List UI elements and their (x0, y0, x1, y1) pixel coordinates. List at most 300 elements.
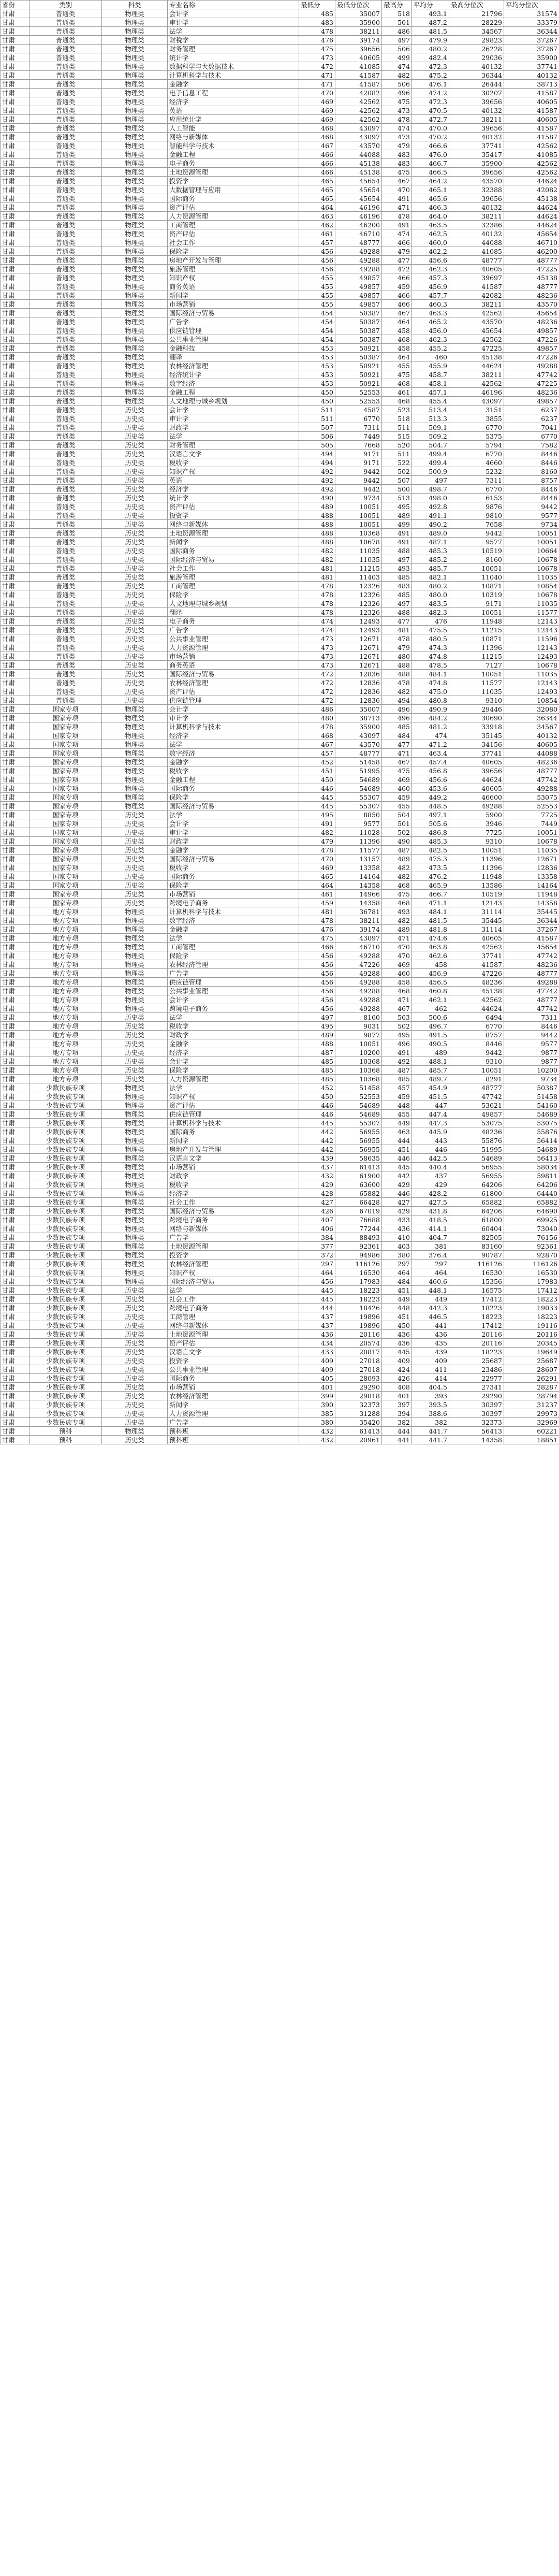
cell-subject: 物理类 (102, 1004, 168, 1013)
cell-min-score: 481 (299, 573, 335, 582)
cell-min-score: 453 (299, 344, 335, 353)
table-row (1, 626, 559, 634)
cell-min-score: 453 (299, 379, 335, 388)
cell-min-rank: 52553 (335, 397, 382, 406)
cell-category: 少数民族专项 (30, 1260, 102, 1268)
table-row (1, 370, 559, 379)
cell-max-score: 468 (382, 397, 412, 406)
cell-max-rank: 49857 (449, 1110, 504, 1119)
cell-avg-rank: 54160 (504, 1101, 559, 1110)
cell-subject: 物理类 (102, 1277, 168, 1286)
cell-category: 普通类 (30, 62, 102, 71)
cell-major: 资产评估 (168, 1339, 299, 1348)
cell-min-rank: 20817 (335, 1348, 382, 1356)
cell-major: 财政学 (168, 837, 299, 846)
cell-avg-rank: 40132 (504, 71, 559, 80)
cell-avg-score: 451.5 (412, 1092, 449, 1101)
cell-avg-score: 475.0 (412, 687, 449, 696)
cell-max-rank: 48236 (449, 978, 504, 987)
cell-major: 市场营销 (168, 1383, 299, 1392)
cell-province: 甘肃 (1, 1242, 30, 1251)
cell-subject: 物理类 (102, 784, 168, 793)
cell-subject: 物理类 (102, 1163, 168, 1171)
cell-min-rank: 12836 (335, 687, 382, 696)
cell-subject: 历史类 (102, 590, 168, 599)
table-row (1, 555, 559, 564)
cell-min-rank: 50387 (335, 317, 382, 326)
cell-category: 地方专项 (30, 1048, 102, 1057)
cell-subject: 物理类 (102, 943, 168, 951)
cell-major: 市场营销 (168, 890, 299, 899)
cell-category: 普通类 (30, 661, 102, 670)
table-row (1, 582, 559, 590)
table-row (1, 361, 559, 370)
cell-major: 金融学 (168, 1039, 299, 1048)
cell-avg-rank: 18223 (504, 1312, 559, 1321)
cell-avg-score: 429 (412, 1180, 449, 1189)
cell-avg-score: 491.5 (412, 1031, 449, 1039)
cell-avg-score: 445.9 (412, 1127, 449, 1136)
table-row (1, 775, 559, 784)
cell-province: 甘肃 (1, 53, 30, 62)
cell-category: 地方专项 (30, 907, 102, 916)
cell-subject: 物理类 (102, 1233, 168, 1242)
cell-major: 税收学 (168, 458, 299, 467)
cell-avg-rank: 49857 (504, 326, 559, 335)
cell-min-rank: 10200 (335, 1048, 382, 1057)
cell-max-rank: 60404 (449, 1224, 504, 1233)
cell-province: 甘肃 (1, 432, 30, 441)
cell-max-score: 429 (382, 1180, 412, 1189)
cell-subject: 物理类 (102, 177, 168, 185)
cell-province: 甘肃 (1, 749, 30, 758)
cell-province: 甘肃 (1, 828, 30, 837)
cell-province: 甘肃 (1, 511, 30, 520)
table-row (1, 229, 559, 238)
table-row (1, 150, 559, 159)
cell-max-score: 493 (382, 564, 412, 573)
cell-category: 地方专项 (30, 1075, 102, 1083)
cell-province: 甘肃 (1, 1004, 30, 1013)
cell-min-rank: 18223 (335, 1295, 382, 1304)
table-row (1, 1427, 559, 1436)
cell-avg-score: 455.4 (412, 397, 449, 406)
table-row (1, 168, 559, 177)
cell-avg-rank: 16530 (504, 1268, 559, 1277)
table-row (1, 696, 559, 705)
cell-avg-rank: 42562 (504, 159, 559, 168)
cell-province: 甘肃 (1, 1304, 30, 1312)
cell-category: 国家专项 (30, 766, 102, 775)
cell-subject: 历史类 (102, 1075, 168, 1083)
cell-category: 地方专项 (30, 969, 102, 978)
cell-min-score: 483 (299, 18, 335, 27)
table-row (1, 53, 559, 62)
cell-category: 普通类 (30, 450, 102, 458)
cell-subject: 物理类 (102, 1198, 168, 1207)
cell-max-score: 488 (382, 546, 412, 555)
cell-min-score: 479 (299, 837, 335, 846)
cell-max-rank: 42082 (449, 291, 504, 300)
cell-avg-rank: 45138 (504, 273, 559, 282)
cell-avg-rank: 44088 (504, 749, 559, 758)
cell-min-rank: 54689 (335, 1110, 382, 1119)
table-row (1, 837, 559, 846)
cell-province: 甘肃 (1, 1092, 30, 1101)
cell-min-score: 474 (299, 617, 335, 626)
cell-min-score: 506 (299, 432, 335, 441)
cell-min-rank: 51458 (335, 1083, 382, 1092)
cell-max-rank: 40605 (449, 934, 504, 943)
cell-category: 普通类 (30, 608, 102, 617)
cell-avg-rank: 37741 (504, 62, 559, 71)
cell-min-rank: 28093 (335, 1374, 382, 1383)
cell-avg-rank: 47742 (504, 951, 559, 960)
table-row (1, 943, 559, 951)
cell-major: 投资学 (168, 1356, 299, 1365)
cell-min-score: 433 (299, 1348, 335, 1356)
cell-category: 少数民族专项 (30, 1348, 102, 1356)
cell-province: 甘肃 (1, 159, 30, 168)
cell-avg-score: 431.8 (412, 1207, 449, 1215)
cell-avg-score: 480.2 (412, 45, 449, 53)
cell-min-rank: 40605 (335, 53, 382, 62)
cell-subject: 物理类 (102, 1260, 168, 1268)
cell-min-rank: 12836 (335, 670, 382, 678)
cell-min-score: 494 (299, 450, 335, 458)
cell-max-rank: 46196 (449, 388, 504, 397)
cell-max-rank: 35417 (449, 150, 504, 159)
cell-subject: 历史类 (102, 881, 168, 890)
cell-min-score: 442 (299, 1136, 335, 1145)
cell-category: 少数民族专项 (30, 1418, 102, 1427)
cell-max-score: 445 (382, 1163, 412, 1171)
cell-category: 地方专项 (30, 934, 102, 943)
cell-min-rank: 49288 (335, 995, 382, 1004)
cell-avg-rank: 45138 (504, 194, 559, 203)
cell-min-score: 377 (299, 1242, 335, 1251)
cell-subject: 物理类 (102, 370, 168, 379)
cell-avg-rank: 17983 (504, 1277, 559, 1286)
cell-avg-rank: 11035 (504, 846, 559, 855)
cell-min-score: 507 (299, 423, 335, 432)
cell-category: 普通类 (30, 229, 102, 238)
cell-major: 财政学 (168, 1171, 299, 1180)
cell-min-rank: 39174 (335, 36, 382, 45)
cell-avg-rank: 48236 (504, 758, 559, 766)
cell-max-rank: 34156 (449, 740, 504, 749)
cell-category: 普通类 (30, 485, 102, 494)
cell-max-rank: 47225 (449, 344, 504, 353)
cell-max-rank: 5900 (449, 811, 504, 819)
cell-max-rank: 18223 (449, 1304, 504, 1312)
cell-max-rank: 64206 (449, 1180, 504, 1189)
cell-avg-rank: 48236 (504, 388, 559, 397)
cell-category: 少数民族专项 (30, 1171, 102, 1180)
cell-subject: 物理类 (102, 705, 168, 714)
cell-min-rank: 10051 (335, 520, 382, 529)
cell-max-rank: 41587 (449, 282, 504, 291)
table-row (1, 564, 559, 573)
cell-major: 市场营销 (168, 300, 299, 309)
cell-avg-score: 441.7 (412, 1436, 449, 1444)
cell-major: 国际商务 (168, 784, 299, 793)
cell-province: 甘肃 (1, 27, 30, 36)
cell-max-rank: 7127 (449, 661, 504, 670)
cell-category: 国家专项 (30, 705, 102, 714)
cell-avg-score: 463.4 (412, 749, 449, 758)
cell-subject: 历史类 (102, 502, 168, 511)
cell-province: 甘肃 (1, 766, 30, 775)
cell-subject: 物理类 (102, 168, 168, 177)
cell-avg-rank: 49857 (504, 344, 559, 353)
cell-max-rank: 39697 (449, 273, 504, 282)
cell-avg-rank: 11596 (504, 634, 559, 643)
cell-avg-rank: 64440 (504, 1189, 559, 1198)
cell-avg-score: 474 (412, 731, 449, 740)
cell-province: 甘肃 (1, 1427, 30, 1436)
cell-category: 地方专项 (30, 978, 102, 987)
cell-min-rank: 50921 (335, 344, 382, 353)
table-row (1, 1057, 559, 1066)
cell-max-score: 471 (382, 749, 412, 758)
table-row (1, 1039, 559, 1048)
cell-avg-rank: 64690 (504, 1207, 559, 1215)
cell-avg-score: 460.6 (412, 1277, 449, 1286)
cell-subject: 物理类 (102, 221, 168, 229)
cell-province: 甘肃 (1, 617, 30, 626)
cell-province: 甘肃 (1, 1374, 30, 1383)
cell-subject: 物理类 (102, 802, 168, 811)
cell-category: 普通类 (30, 273, 102, 282)
cell-min-rank: 49857 (335, 273, 382, 282)
cell-category: 普通类 (30, 106, 102, 115)
cell-province: 甘肃 (1, 71, 30, 80)
cell-subject: 历史类 (102, 626, 168, 634)
cell-category: 国家专项 (30, 714, 102, 722)
cell-min-rank: 9734 (335, 494, 382, 502)
cell-category: 地方专项 (30, 995, 102, 1004)
cell-max-score: 471 (382, 934, 412, 943)
cell-min-score: 464 (299, 881, 335, 890)
cell-min-score: 439 (299, 1154, 335, 1163)
cell-major: 国际经济与贸易 (168, 1207, 299, 1215)
cell-min-score: 485 (299, 9, 335, 18)
cell-province: 甘肃 (1, 476, 30, 485)
cell-max-score: 518 (382, 414, 412, 423)
cell-avg-rank: 48777 (504, 995, 559, 1004)
cell-max-rank: 6494 (449, 1013, 504, 1022)
cell-min-score: 456 (299, 256, 335, 265)
cell-avg-rank: 7311 (504, 1013, 559, 1022)
cell-min-score: 476 (299, 925, 335, 934)
table-row (1, 643, 559, 652)
cell-max-score: 523 (382, 406, 412, 414)
cell-min-rank: 43097 (335, 133, 382, 141)
cell-min-score: 475 (299, 934, 335, 943)
cell-major: 会计学 (168, 995, 299, 1004)
cell-major: 金融学 (168, 846, 299, 855)
table-row (1, 1312, 559, 1321)
cell-max-rank: 9442 (449, 1048, 504, 1057)
cell-province: 甘肃 (1, 229, 30, 238)
cell-min-rank: 52553 (335, 388, 382, 397)
cell-subject: 物理类 (102, 115, 168, 124)
cell-category: 国家专项 (30, 890, 102, 899)
cell-avg-rank: 43570 (504, 300, 559, 309)
cell-avg-score: 505.6 (412, 819, 449, 828)
cell-province: 甘肃 (1, 18, 30, 27)
cell-max-rank: 10051 (449, 846, 504, 855)
cell-max-rank: 48236 (449, 1127, 504, 1136)
cell-max-rank: 11396 (449, 855, 504, 863)
cell-avg-score: 460.0 (412, 238, 449, 247)
cell-major: 社会工作 (168, 238, 299, 247)
cell-avg-score: 490.9 (412, 705, 449, 714)
cell-province: 甘肃 (1, 634, 30, 643)
cell-subject: 历史类 (102, 476, 168, 485)
cell-avg-score: 482.5 (412, 846, 449, 855)
cell-max-score: 491 (382, 538, 412, 546)
cell-max-score: 466 (382, 238, 412, 247)
cell-avg-rank: 14164 (504, 881, 559, 890)
cell-avg-rank: 46710 (504, 238, 559, 247)
table-row (1, 291, 559, 300)
column-header-max-score: 最高分 (382, 1, 412, 9)
cell-avg-rank: 19033 (504, 1304, 559, 1312)
cell-major: 预科班 (168, 1427, 299, 1436)
table-row (1, 784, 559, 793)
cell-avg-rank: 47225 (504, 379, 559, 388)
table-row (1, 344, 559, 353)
cell-avg-rank: 10664 (504, 546, 559, 555)
cell-min-score: 384 (299, 1233, 335, 1242)
cell-subject: 物理类 (102, 80, 168, 89)
cell-min-score: 450 (299, 1092, 335, 1101)
table-row (1, 1066, 559, 1075)
cell-category: 少数民族专项 (30, 1374, 102, 1383)
cell-min-rank: 9171 (335, 450, 382, 458)
cell-province: 甘肃 (1, 1163, 30, 1171)
cell-province: 甘肃 (1, 397, 30, 406)
cell-avg-score: 474.8 (412, 652, 449, 661)
table-row (1, 969, 559, 978)
cell-min-score: 454 (299, 317, 335, 326)
cell-category: 普通类 (30, 520, 102, 529)
cell-subject: 物理类 (102, 300, 168, 309)
cell-min-score: 495 (299, 1022, 335, 1031)
table-row (1, 828, 559, 837)
cell-avg-rank: 51458 (504, 1092, 559, 1101)
cell-max-score: 444 (382, 1136, 412, 1145)
cell-min-score: 471 (299, 71, 335, 80)
cell-avg-score: 476 (412, 617, 449, 626)
cell-max-score: 471 (382, 995, 412, 1004)
cell-max-rank: 35145 (449, 731, 504, 740)
cell-max-score: 489 (382, 855, 412, 863)
cell-subject: 物理类 (102, 1110, 168, 1119)
cell-category: 普通类 (30, 617, 102, 626)
cell-province: 甘肃 (1, 291, 30, 300)
table-row (1, 353, 559, 361)
cell-major: 农林经济管理 (168, 1392, 299, 1400)
cell-avg-score: 460 (412, 353, 449, 361)
cell-min-rank: 10051 (335, 1039, 382, 1048)
cell-max-rank: 3151 (449, 406, 504, 414)
cell-min-score: 469 (299, 115, 335, 124)
cell-category: 少数民族专项 (30, 1400, 102, 1409)
cell-max-rank: 47742 (449, 1092, 504, 1101)
table-row (1, 300, 559, 309)
table-row (1, 1304, 559, 1312)
cell-avg-rank: 12836 (504, 863, 559, 872)
cell-category: 普通类 (30, 45, 102, 53)
cell-min-rank: 9877 (335, 1031, 382, 1039)
cell-min-rank: 35900 (335, 722, 382, 731)
cell-min-score: 488 (299, 520, 335, 529)
cell-max-rank: 42562 (449, 309, 504, 317)
cell-province: 甘肃 (1, 494, 30, 502)
cell-subject: 历史类 (102, 899, 168, 907)
cell-min-rank: 50387 (335, 326, 382, 335)
cell-max-score: 500 (382, 485, 412, 494)
cell-province: 甘肃 (1, 89, 30, 97)
cell-major: 法学 (168, 1083, 299, 1092)
cell-category: 普通类 (30, 256, 102, 265)
cell-subject: 物理类 (102, 740, 168, 749)
cell-avg-rank: 28607 (504, 1365, 559, 1374)
cell-subject: 历史类 (102, 1436, 168, 1444)
cell-province: 甘肃 (1, 1286, 30, 1295)
cell-max-score: 501 (382, 819, 412, 828)
cell-min-rank: 19896 (335, 1312, 382, 1321)
cell-avg-score: 479.9 (412, 36, 449, 45)
cell-avg-rank: 56413 (504, 1154, 559, 1163)
cell-min-rank: 77244 (335, 1224, 382, 1233)
cell-max-rank: 9442 (449, 529, 504, 538)
table-row (1, 1031, 559, 1039)
cell-category: 普通类 (30, 53, 102, 62)
cell-avg-rank: 7582 (504, 441, 559, 450)
cell-avg-score: 472.3 (412, 97, 449, 106)
table-row (1, 80, 559, 89)
table-row (1, 203, 559, 212)
cell-avg-score: 463.3 (412, 309, 449, 317)
cell-major: 数字经济 (168, 749, 299, 758)
cell-subject: 历史类 (102, 872, 168, 881)
cell-major: 社会工作 (168, 564, 299, 573)
cell-category: 普通类 (30, 335, 102, 344)
cell-min-rank: 61413 (335, 1163, 382, 1171)
cell-min-score: 475 (299, 45, 335, 53)
cell-min-score: 466 (299, 943, 335, 951)
cell-major: 经济学 (168, 97, 299, 106)
cell-min-rank: 10368 (335, 1066, 382, 1075)
table-row (1, 62, 559, 71)
cell-max-rank: 40132 (449, 133, 504, 141)
table-row (1, 458, 559, 467)
cell-min-score: 452 (299, 758, 335, 766)
table-row (1, 1321, 559, 1330)
cell-subject: 历史类 (102, 837, 168, 846)
cell-category: 地方专项 (30, 1004, 102, 1013)
cell-max-score: 449 (382, 1119, 412, 1127)
cell-max-score: 489 (382, 925, 412, 934)
table-row (1, 379, 559, 388)
table-row (1, 1286, 559, 1295)
cell-category: 普通类 (30, 141, 102, 150)
cell-max-score: 479 (382, 643, 412, 652)
